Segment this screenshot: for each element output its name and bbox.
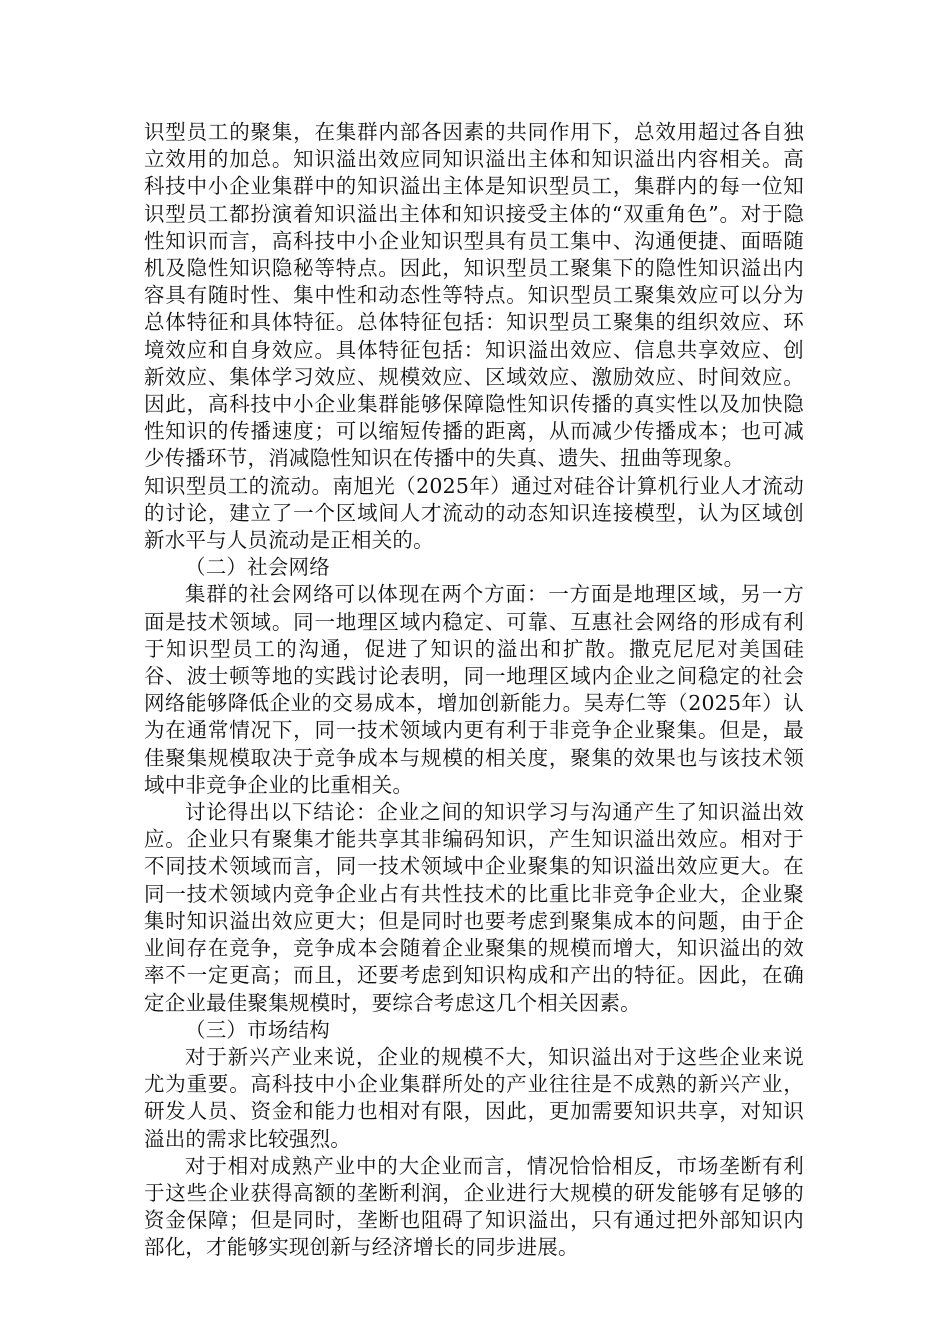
paragraph-conclusions: 讨论得出以下结论：企业之间的知识学习与沟通产生了知识溢出效应。企业只有聚集才能共享其非编码知识，产生知识溢出效应。相对于不同技术领域而言，同一技术领域中企业聚集的知识溢出效应更大。在同一技术领域内竞争企业占有共性技术的比重比非竞争企业大，企业聚集时知识溢出效应更大；但是同时也要考虑到聚集成本的问题，由于企业间存在竞争，竞争成本会随着企业聚集的规模而增大，知识溢出的效率不一定更高；而且，还要考虑到知识构成和产出的特征。因此，在确定企业最佳聚集规模时，要综合考虑这几个相关因素。	[144, 800, 804, 1015]
paragraph-mature-industries: 对于相对成熟产业中的大企业而言，情况恰恰相反，市场垄断有利于这些企业获得高额的垄断利润，企业进行大规模的研发能够有足够的资金保障；但是同时，垄断也阻碍了知识溢出，只有通过把外部知识内部化，才能够实现创新与经济增长的同步进展。	[144, 1153, 804, 1260]
paragraph-knowledge-worker-mobility: 知识型员工的流动。南旭光（2025年）通过对硅谷计算机行业人才流动的讨论，建立了一个区域间人才流动的动态知识连接模型，认为区域创新水平与人员流动是正相关的。	[144, 473, 804, 553]
paragraph-emerging-industries: 对于新兴产业来说，企业的规模不大，知识溢出对于这些企业来说尤为重要。高科技中小企业集群所处的产业往往是不成熟的新兴产业，研发人员、资金和能力也相对有限，因此，更加需要知识共享，对知识溢出的需求比较强烈。	[144, 1044, 804, 1151]
section-heading-market-structure: （三）市场结构	[185, 1017, 330, 1042]
section-heading-social-network: （二）社会网络	[185, 555, 330, 580]
document-page	[144, 119, 804, 1262]
paragraph-knowledge-worker-agglomeration: 识型员工的聚集，在集群内部各因素的共同作用下，总效用超过各自独立效用的加总。知识溢出效应同知识溢出主体和知识溢出内容相关。高科技中小企业集群中的知识溢出主体是知识型员工，集群内的每一位知识型员工都扮演着知识溢出主体和知识接受主体的“双重角色”。对于隐性知识而言，高科技中小企业知识型具有员工集中、沟通便捷、面晤随机及隐性知识隐秘等特点。因此，知识型员工聚集下的隐性知识溢出内容具有随时性、集中性和动态性等特点。知识型员工聚集效应可以分为总体特征和具体特征。总体特征包括：知识型员工聚集的组织效应、环境效应和自身效应。具体特征包括：知识溢出效应、信息共享效应、创新效应、集体学习效应、规模效应、区域效应、激励效应、时间效应。因此，高科技中小企业集群能够保障隐性知识传播的真实性以及加快隐性知识的传播速度；可以缩短传播的距离，从而减少传播成本；也可减少传播环节，消减隐性知识在传播中的失真、遗失、扭曲等现象。	[144, 120, 804, 471]
paragraph-social-network: 集群的社会网络可以体现在两个方面：一方面是地理区域，另一方面是技术领域。同一地理区域内稳定、可靠、互惠社会网络的形成有利于知识型员工的沟通，促进了知识的溢出和扩散。撒克尼尼对美国硅谷、波士顿等地的实践讨论表明，同一地理区域内企业之间稳定的社会网络能够降低企业的交易成本，增加创新能力。吴寿仁等（2025年）认为在通常情况下，同一技术领域内更有利于非竞争企业聚集。但是，最佳聚集规模取决于竞争成本与规模的相关度，聚集的效果也与该技术领域中非竞争企业的比重相关。	[144, 582, 804, 797]
